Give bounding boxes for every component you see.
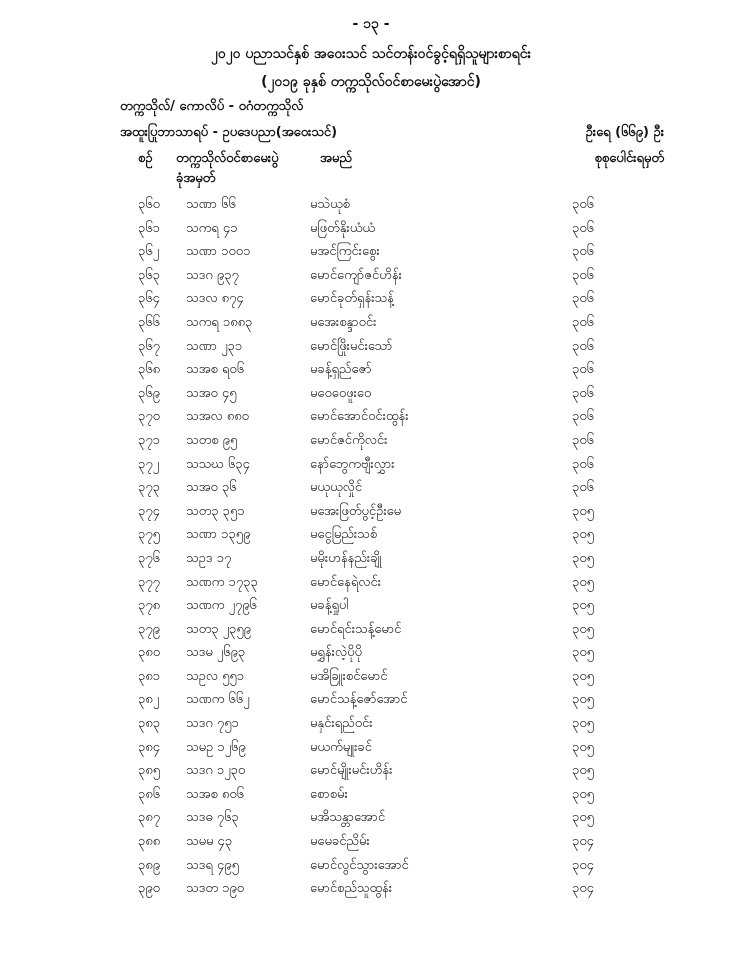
row-exam-id: သဏာ ၁၀၀၁ — [186, 244, 251, 260]
table-row — [0, 361, 742, 385]
row-name: မအေးဖြတ်ပွင့်ဦးမေ — [310, 503, 402, 519]
row-exam-id: သဏက ၂၇၉၆ — [186, 598, 257, 614]
row-exam-id: သမမ ၄၃ — [186, 834, 233, 850]
row-name: မောင်ခုတ်ရှန်းသန့် — [310, 291, 394, 307]
row-name: မခန့်ရှုပါ — [310, 598, 349, 614]
table-row — [0, 762, 742, 786]
table-row — [0, 479, 742, 503]
row-number: ၃၇၈ — [138, 598, 161, 614]
row-name: မနှင်းရည်ဝင်း — [310, 716, 373, 732]
row-marks: ၃၀၄ — [572, 881, 594, 897]
row-number: ၃၈၁ — [138, 668, 161, 684]
row-exam-id: သဒလ ၈၇၄ — [186, 291, 244, 307]
row-number: ၃၆၆ — [138, 314, 160, 330]
row-name: မယက်မျုးခင် — [310, 739, 372, 755]
university-line: တက္ကသိုလ်/ ကောလိပ် - ဝဂံတက္ကသိုလ် — [120, 99, 304, 114]
table-row — [0, 432, 742, 456]
table-row — [0, 739, 742, 763]
table-row — [0, 809, 742, 833]
table-row — [0, 220, 742, 244]
row-name: မရွှန်းလဲ့ပိုပို — [310, 645, 362, 661]
row-marks: ၃၀၆ — [572, 338, 594, 354]
row-exam-id: သအစ ၈၀၆ — [186, 786, 244, 802]
table-row — [0, 526, 742, 550]
row-name: မဖြတ်နိုးယံယံ — [310, 220, 375, 236]
row-name: မောင်စည်သူထွန်း — [310, 881, 393, 897]
row-marks: ၃၀၅ — [572, 621, 594, 637]
row-marks: ၃၀၅ — [572, 692, 594, 708]
row-number: ၃၇၇ — [138, 574, 160, 590]
table-row — [0, 715, 742, 739]
row-exam-id: သဒဂ ၁၂၃၀ — [186, 763, 246, 779]
row-marks: ၃၀၅ — [572, 810, 594, 826]
column-header-exam-id-2: ခုံအမှတ် — [176, 171, 216, 186]
row-name: မောင်သန့်ဇော်အောင် — [310, 692, 408, 708]
row-exam-id: သဏက ၆၆၂ — [186, 692, 250, 708]
row-exam-id: သသဃ ၆၃၄ — [186, 456, 250, 472]
row-marks: ၃၀၆ — [572, 432, 594, 448]
row-marks: ၃၀၆ — [572, 409, 594, 425]
row-exam-id: သအ၀ ၄၅ — [186, 385, 237, 401]
row-marks: ၃၀၆ — [572, 197, 594, 212]
row-number: ၃၈၃ — [138, 716, 161, 732]
table-row — [0, 597, 742, 621]
row-marks: ၃၀၆ — [572, 291, 594, 307]
table-row — [0, 786, 742, 810]
row-name: မောင်ဇင်ကိုလင်း — [310, 432, 388, 448]
row-marks: ၃၀၅ — [572, 763, 594, 779]
row-name: မငွေမြည်းသစ် — [310, 527, 378, 543]
row-exam-id: သဏက ၁၇၃၃ — [186, 574, 258, 590]
column-header-no: စဉ် — [138, 151, 153, 166]
row-name: မောင်ရင်းသန့်မောင် — [310, 621, 402, 637]
row-marks: ၃၀၆ — [572, 314, 594, 330]
table-row — [0, 550, 742, 574]
row-marks: ၃၀၅ — [572, 550, 594, 566]
table-row — [0, 338, 742, 362]
row-marks: ၃၀၆ — [572, 456, 594, 472]
row-name: မသဲယုစံ — [310, 197, 350, 212]
table-row — [0, 691, 742, 715]
row-marks: ၃၀၅ — [572, 668, 594, 684]
row-exam-id: သကရ ၁၈၈၃ — [186, 314, 253, 330]
table-row — [0, 456, 742, 480]
row-exam-id: သဏာ ၆၆ — [186, 197, 236, 212]
row-number: ၃၇၆ — [138, 550, 160, 566]
row-number: ၃၈၉ — [138, 857, 161, 873]
row-number: ၃၈၂ — [138, 692, 160, 708]
table-row — [0, 267, 742, 291]
table-row — [0, 644, 742, 668]
table-row — [0, 314, 742, 338]
table-row — [0, 621, 742, 645]
row-number: ၃၆၂ — [138, 244, 160, 260]
row-name: မအိသန္တာအောင် — [310, 810, 386, 826]
row-exam-id: သဒဂ ၉၃၇ — [186, 267, 239, 283]
row-name: မဝေဝေဖူးဝေ — [310, 385, 372, 401]
row-marks: ၃၀၆ — [572, 385, 594, 401]
row-exam-id: သဒဓ ၇၆၃ — [186, 810, 239, 826]
row-marks: ၃၀၅ — [572, 739, 594, 755]
row-exam-id: သဒရ ၄၉၅ — [186, 857, 239, 873]
row-name: မအင်ကြင်းစွေး — [310, 244, 380, 260]
row-exam-id: သတစ ၉၅ — [186, 432, 238, 448]
table-row — [0, 503, 742, 527]
results-list — [0, 196, 742, 904]
table-row — [0, 668, 742, 692]
table-row — [0, 857, 742, 881]
count-header: ဦးရေ (၆၆၉) ဦး — [585, 125, 664, 140]
row-marks: ၃၀၆ — [572, 267, 594, 283]
row-name: မမိုးဟန်နည်းချို — [310, 550, 382, 566]
row-marks: ၃၀၆ — [572, 244, 594, 260]
row-marks: ၃၀၅ — [572, 598, 594, 614]
row-exam-id: သအ၀ ၃၆ — [186, 480, 237, 496]
document-title: ၂၀၂၀ ပညာသင်နှစ် အဝေးသင် သင်တန်းဝင်ခွင့်ရရှိသူများစာရင်း — [210, 46, 532, 62]
row-exam-id: သတ၃ ၂၃၅၉ — [186, 621, 251, 637]
row-name: နော်ဘွေကဗျီးလွှား — [310, 456, 395, 472]
row-exam-id: သဥဒ ၁၇ — [186, 550, 232, 566]
table-row — [0, 880, 742, 904]
row-marks: ၃၀၆ — [572, 220, 594, 236]
row-exam-id: သဏာ ၂၃၁ — [186, 338, 243, 354]
row-marks: ၃၀၅ — [572, 786, 594, 802]
document-subtitle: (၂၀၁၉ ခုနှစ် တက္ကသိုလ်ဝင်စာမေးပွဲအောင်) — [261, 74, 481, 90]
row-marks: ၃၀၅ — [572, 574, 594, 590]
row-exam-id: သဒမ ၂၆၉၃ — [186, 645, 246, 661]
row-name: မောင်နေရဲလင်း — [310, 574, 381, 590]
row-exam-id: သအစ ရ၀၆ — [186, 362, 245, 378]
row-number: ၃၈၀ — [138, 645, 161, 661]
table-row — [0, 385, 742, 409]
row-exam-id: သဒတ ၁၉၀ — [186, 881, 245, 897]
table-row — [0, 290, 742, 314]
row-exam-id: သမဥ ၁၂၆၉ — [186, 739, 246, 755]
table-row — [0, 196, 742, 220]
row-number: ၃၇၂ — [138, 456, 160, 472]
row-exam-id: သတ၃ ၃၅၁ — [186, 503, 245, 519]
row-number: ၃၆၈ — [138, 362, 161, 378]
row-number: ၃၇၀ — [138, 409, 160, 425]
row-number: ၃၈၇ — [138, 810, 161, 826]
row-number: ၃၆၀ — [138, 197, 160, 212]
row-number: ၃၇၁ — [138, 432, 160, 448]
row-name: မခန့်ရှည်ဇော် — [310, 362, 372, 378]
row-exam-id: သကရ ၄၁ — [186, 220, 238, 236]
row-name: မောင်လွင်သွားအောင် — [310, 857, 409, 873]
column-header-exam-id: တက္ကသိုလ်ဝင်စာမေးပွဲ — [176, 151, 279, 166]
row-name: စောစမ်း — [310, 786, 348, 802]
row-name: မအေးစန္ဒာဝင်း — [310, 314, 377, 330]
row-number: ၃၇၅ — [138, 527, 160, 543]
row-number: ၃၆၃ — [138, 267, 160, 283]
row-number: ၃၈၆ — [138, 786, 161, 802]
row-marks: ၃၀၅ — [572, 716, 594, 732]
row-marks: ၃၀၅ — [572, 527, 594, 543]
row-number: ၃၇၄ — [138, 503, 160, 519]
row-exam-id: သဏာ ၁၃၅၉ — [186, 527, 251, 543]
row-number: ၃၈၄ — [138, 739, 161, 755]
row-name: မမေခင်ညိမ်း — [310, 834, 370, 850]
table-row — [0, 574, 742, 598]
row-number: ၃၈၈ — [138, 834, 161, 850]
row-name: မောင်ကျော်ဇင်ဟိန်း — [310, 267, 402, 283]
row-number: ၃၆၉ — [138, 385, 160, 401]
table-row — [0, 833, 742, 857]
row-number: ၃၉၀ — [138, 881, 160, 897]
row-marks: ၃၀၄ — [572, 834, 594, 850]
row-name: မယုယုလှိုင် — [310, 480, 363, 496]
row-marks: ၃၀၄ — [572, 857, 594, 873]
row-number: ၃၈၅ — [138, 763, 161, 779]
table-row — [0, 243, 742, 267]
row-number: ၃၆၇ — [138, 338, 160, 354]
column-header-marks: စုစုပေါင်းရမှတ် — [594, 151, 664, 166]
row-number: ၃၆၁ — [138, 220, 160, 236]
row-number: ၃၇၃ — [138, 480, 160, 496]
row-exam-id: သအလ ၈၈၀ — [186, 409, 249, 425]
column-header-name: အမည် — [320, 151, 352, 166]
row-marks: ၃၀၆ — [572, 362, 594, 378]
row-name: မောင်အောင်ဝင်းထွန်း — [310, 409, 409, 425]
row-marks: ၃၀၅ — [572, 503, 594, 519]
major-line: အထူးပြုဘာသာရပ် - ဥပဒေပညာ(အဝေးသင်) — [120, 125, 338, 140]
row-number: ၃၇၉ — [138, 621, 160, 637]
table-row — [0, 408, 742, 432]
row-name: မအိခြူးစင်မောင် — [310, 668, 388, 684]
row-marks: ၃၀၆ — [572, 480, 594, 496]
row-number: ၃၆၄ — [138, 291, 160, 307]
page-number: - ၁၃ - — [352, 16, 390, 32]
row-exam-id: သဒဂ ၇၅၁ — [186, 716, 239, 732]
row-name: မောင်ဖြိုးမင်းသော် — [310, 338, 393, 354]
row-exam-id: သဥလ ၅၅၁ — [186, 668, 245, 684]
row-name: မောင်မျိုးမင်းဟိန်း — [310, 763, 393, 779]
row-marks: ၃၀၅ — [572, 645, 594, 661]
